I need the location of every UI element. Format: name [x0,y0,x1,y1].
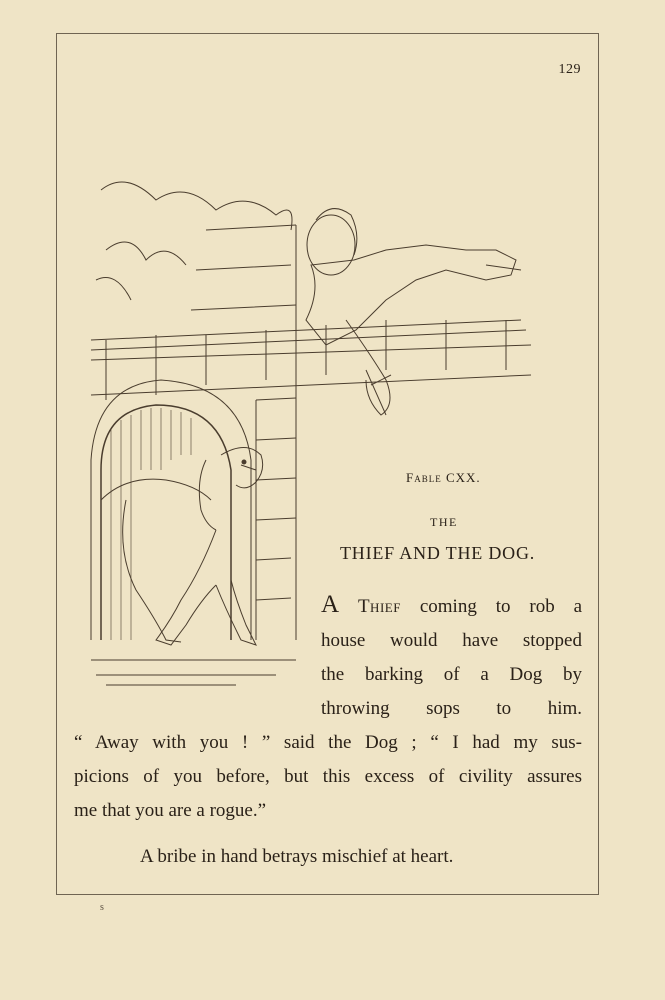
body-line-7: me that you are a rogue.” [74,800,267,821]
body-line-3: the barking of a Dog by [321,664,582,685]
body-line-1 [321,588,582,624]
smallcaps-word: Thief [357,596,401,617]
the-label: THE [430,515,458,529]
signature-mark: s [100,902,104,913]
body-line-5: “ Away with you ! ” said the Dog ; “ I had my sus- [74,732,582,753]
fable-label-word: able [414,470,442,485]
fable-moral: A bribe in hand betrays mischief at heart. [140,846,454,867]
line1-rest: coming to rob a [419,596,583,617]
page-number: 129 [558,62,581,77]
dropcap-letter: A [321,591,340,618]
fable-label-numeral: CXX. [445,470,481,485]
fable-title: THIEF AND THE DOG. [340,543,536,563]
fable-body [74,588,582,828]
body-line-2: house would have stopped [321,630,582,651]
fable-number-label [406,470,481,486]
indented-paragraph-lines [321,588,582,726]
body-line-6: picions of you before, but this excess of civility assures [74,766,582,787]
full-width-paragraph-lines [74,726,582,828]
fable-label-prefix: F [406,470,415,485]
body-line-4: throwing sops to him. [321,698,582,719]
